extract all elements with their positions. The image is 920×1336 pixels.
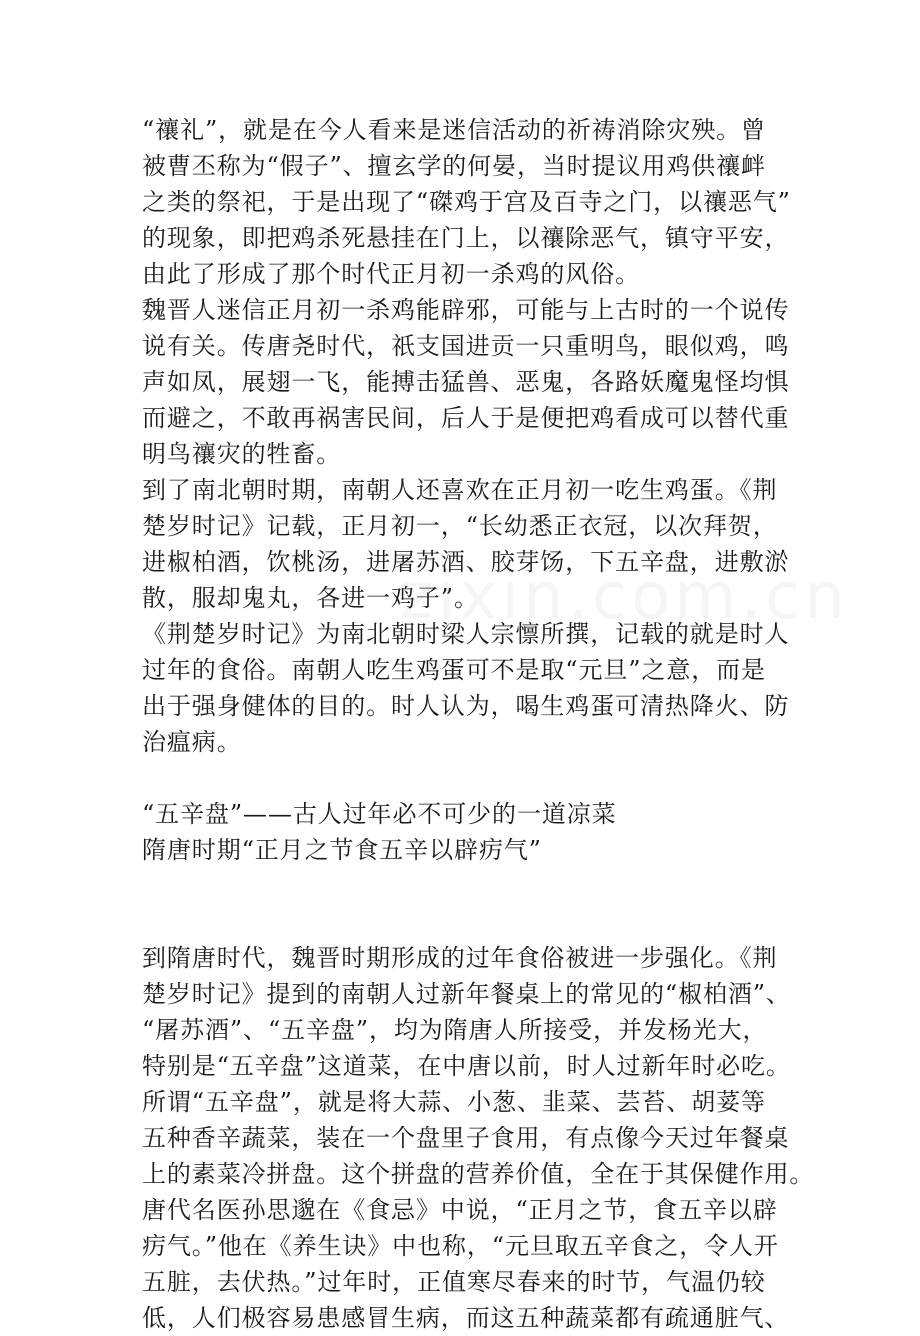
text-line: 所谓“五辛盘”，就是将大蒜、小葱、韭菜、芸苔、胡荽等	[142, 1088, 766, 1116]
text-line: 唐代名医孙思邈在《食忌》中说，“正月之节，食五辛以辟	[142, 1196, 778, 1224]
text-line: 楚岁时记》提到的南朝人过新年餐桌上的常见的“椒柏酒”、	[142, 980, 791, 1008]
text-line: 声如凤，展翅一飞，能搏击猛兽、恶鬼，各路妖魔鬼怪均惧	[142, 368, 790, 396]
text-line: 楚岁时记》记载，正月初一，“长幼悉正衣冠，以次拜贺，	[142, 512, 778, 540]
article-body	[142, 112, 815, 1336]
text-line: 五种香辛蔬菜，装在一个盘里子食用，有点像今天过年餐桌	[142, 1124, 790, 1152]
paragraph-jingchu	[142, 616, 792, 760]
text-line: 进椒柏酒，饮桃汤，进屠苏酒、胶芽饧，下五辛盘，进敷淤	[142, 548, 790, 576]
text-line: 被曹丕称为“假子”、擅玄学的何晏，当时提议用鸡供禳衅	[142, 152, 766, 180]
text-line: 《荆楚岁时记》为南北朝时梁人宗懔所撰，记载的就是时人	[142, 620, 790, 648]
paragraph-sui-tang	[142, 940, 815, 1336]
paragraph-wei-jin	[142, 292, 792, 472]
text-line: 明鸟禳灾的牲畜。	[142, 440, 342, 468]
spacer	[142, 904, 792, 940]
section-subtitle: 隋唐时期“正月之节食五辛以辟疠气”	[142, 836, 542, 864]
text-line: 到隋唐时代，魏晋时期形成的过年食俗被进一步强化。《荆	[142, 944, 778, 972]
text-line: 治瘟病。	[142, 728, 242, 756]
text-line: 特别是“五辛盘”这道菜，在中唐以前，时人过新年时必吃。	[142, 1052, 791, 1080]
text-line: 上的素菜冷拼盘。这个拼盘的营养价值，全在于其保健作用。	[142, 1160, 815, 1188]
section-title: “五辛盘”——古人过年必不可少的一道凉菜	[142, 800, 617, 828]
text-line: “禳礼”，就是在今人看来是迷信活动的祈祷消除灾殃。曾	[142, 116, 766, 144]
paragraph-rangli	[142, 112, 792, 292]
text-line: 之类的祭祀，于是出现了“磔鸡于宫及百寺之门，以禳恶气”	[142, 188, 791, 216]
spacer	[142, 868, 792, 904]
text-line: 五脏，去伏热。”过年时，正值寒尽春来的时节，气温仍较	[142, 1268, 766, 1296]
paragraph-nanbeichao	[142, 472, 792, 616]
text-line: 疠气。”他在《养生诀》中也称，“元旦取五辛食之，令人开	[142, 1232, 779, 1260]
text-line: 的现象，即把鸡杀死悬挂在门上，以禳除恶气，镇守平安，	[142, 224, 790, 252]
text-line: 由此了形成了那个时代正月初一杀鸡的风俗。	[142, 260, 640, 288]
text-line: 到了南北朝时期，南朝人还喜欢在正月初一吃生鸡蛋。《荆	[142, 476, 778, 504]
spacer	[142, 760, 792, 796]
text-line: 说有关。传唐尧时代，祇支国进贡一只重明鸟，眼似鸡，鸣	[142, 332, 790, 360]
text-line: 出于强身健体的目的。时人认为，喝生鸡蛋可清热降火、防	[142, 692, 790, 720]
text-line: 而避之，不敢再祸害民间，后人于是便把鸡看成可以替代重	[142, 404, 790, 432]
section-heading	[142, 796, 792, 868]
text-line: “屠苏酒”、“五辛盘”，均为隋唐人所接受，并发杨光大，	[142, 1016, 768, 1044]
text-line: 低，人们极容易患感冒生病，而这五种蔬菜都有疏通脏气、	[142, 1304, 790, 1332]
text-line: 魏晋人迷信正月初一杀鸡能辟邪，可能与上古时的一个说传	[142, 296, 790, 324]
text-line: 散，服却鬼丸，各进一鸡子”。	[142, 584, 479, 612]
text-line: 过年的食俗。南朝人吃生鸡蛋可不是取“元旦”之意，而是	[142, 656, 766, 684]
